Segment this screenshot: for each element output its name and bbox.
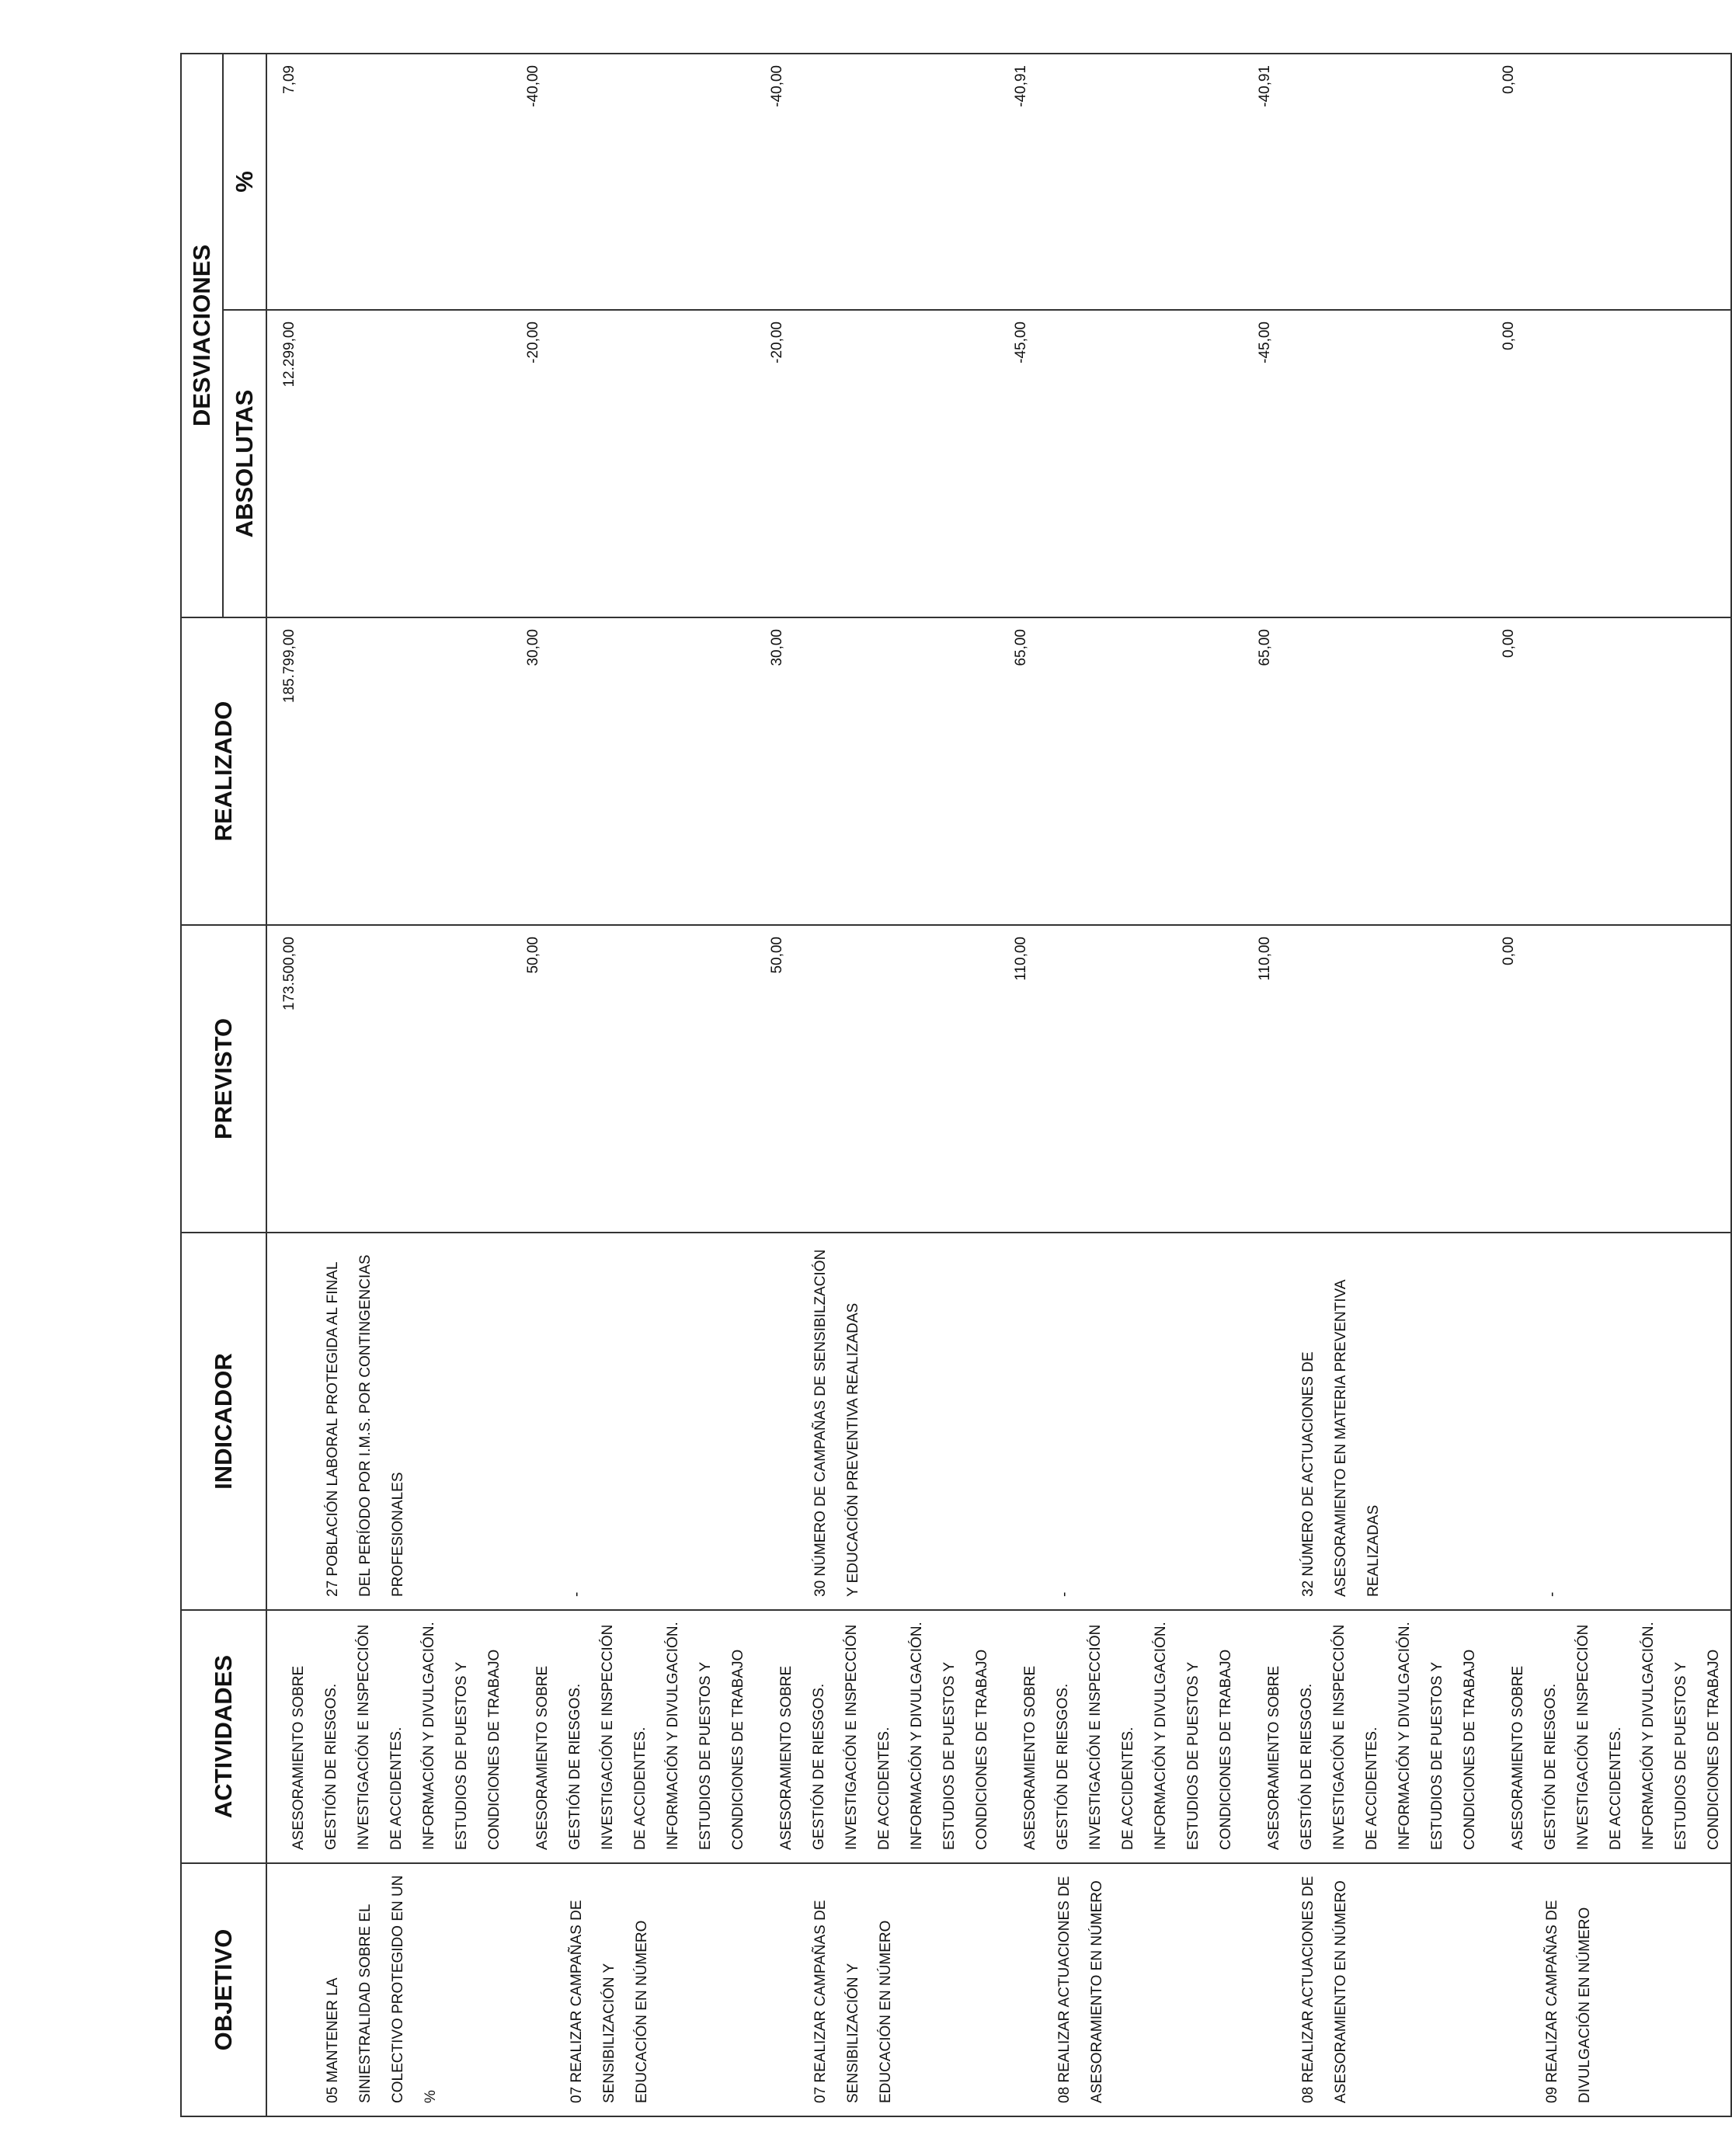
- indicador-cell: -: [999, 1233, 1243, 1610]
- objetivo-cell: 08 REALIZAR ACTUACIONES DE ASESORAMIENTO EN NÚMERO: [1243, 1863, 1487, 2116]
- indicador-cell: 27 POBLACIÓN LABORAL PROTEGIDA AL FINAL DEL PERÍODO POR I.M.S. POR CONTINGENCIAS PROFESIONALES: [266, 1233, 511, 1610]
- indicador-cell: -: [1487, 1233, 1731, 1610]
- realizado-cell: 185.799,00: [266, 617, 511, 925]
- indicador-cell: 30 NÚMERO DE CAMPAÑAS DE SENSIBILZACIÓN Y EDUCACIÓN PREVENTIVA REALIZADAS: [755, 1233, 999, 1610]
- indicador-cell: -: [511, 1233, 755, 1610]
- previsto-cell: 0,00: [1487, 925, 1731, 1233]
- objetivo-cell: 09 REALIZAR CAMPAÑAS DE DIVULGACIÓN EN NÚMERO: [1487, 1863, 1731, 2116]
- objetivo-cell: 08 REALIZAR ACTUACIONES DE ASESORAMIENTO EN NÚMERO: [999, 1863, 1243, 2116]
- actividades-cell: ASESORAMIENTO SOBRE GESTIÓN DE RIESGOS. INVESTIGACIÓN E INSPECCIÓN DE ACCIDENTES. INFORMACIÓN Y DIVULGACIÓN. ESTUDIOS DE PUESTOS Y CONDICIONES DE TRABAJO: [755, 1610, 999, 1863]
- header-absolutas: ABSOLUTAS: [223, 310, 266, 617]
- realizado-cell: 0,00: [1487, 617, 1731, 925]
- header-previsto: PREVISTO: [181, 925, 266, 1233]
- table-row: [755, 54, 999, 2116]
- header-porcentaje: %: [223, 54, 266, 310]
- porcentaje-cell: 0,00: [1487, 54, 1731, 310]
- previsto-cell: 110,00: [1243, 925, 1487, 1233]
- porcentaje-cell: -40,00: [511, 54, 755, 310]
- absolutas-cell: -20,00: [755, 310, 999, 617]
- header-desviaciones: DESVIACIONES: [181, 54, 223, 617]
- previsto-cell: 173.500,00: [266, 925, 511, 1233]
- table-row: [266, 54, 511, 2116]
- realizado-cell: 65,00: [1243, 617, 1487, 925]
- table-row: [999, 54, 1243, 2116]
- actividades-cell: ASESORAMIENTO SOBRE GESTIÓN DE RIESGOS. INVESTIGACIÓN E INSPECCIÓN DE ACCIDENTES. INFORMACIÓN Y DIVULGACIÓN. ESTUDIOS DE PUESTOS Y CONDICIONES DE TRABAJO: [1243, 1610, 1487, 1863]
- objetivo-cell: 07 REALIZAR CAMPAÑAS DE SENSIBILIZACIÓN Y EDUCACIÓN EN NÚMERO: [755, 1863, 999, 2116]
- previsto-cell: 110,00: [999, 925, 1243, 1233]
- table-row: [1243, 54, 1487, 2116]
- objetivo-cell: 07 REALIZAR CAMPAÑAS DE SENSIBILIZACIÓN Y EDUCACIÓN EN NÚMERO: [511, 1863, 755, 2116]
- header-indicador: INDICADOR: [181, 1233, 266, 1610]
- header-actividades: ACTIVIDADES: [181, 1610, 266, 1863]
- actividades-cell: ASESORAMIENTO SOBRE GESTIÓN DE RIESGOS. INVESTIGACIÓN E INSPECCIÓN DE ACCIDENTES. INFORMACIÓN Y DIVULGACIÓN. ESTUDIOS DE PUESTOS Y CONDICIONES DE TRABAJO: [266, 1610, 511, 1863]
- porcentaje-cell: -40,91: [999, 54, 1243, 310]
- indicador-cell: 32 NÚMERO DE ACTUACIONES DE ASESORAMIENTO EN MATERIA PREVENTIVA REALIZADAS: [1243, 1233, 1487, 1610]
- previsto-cell: 50,00: [755, 925, 999, 1233]
- porcentaje-cell: -40,00: [755, 54, 999, 310]
- absolutas-cell: 0,00: [1487, 310, 1731, 617]
- realizado-cell: 65,00: [999, 617, 1243, 925]
- absolutas-cell: -45,00: [999, 310, 1243, 617]
- table-row: [511, 54, 755, 2116]
- actividades-cell: ASESORAMIENTO SOBRE GESTIÓN DE RIESGOS. INVESTIGACIÓN E INSPECCIÓN DE ACCIDENTES. INFORMACIÓN Y DIVULGACIÓN. ESTUDIOS DE PUESTOS Y CONDICIONES DE TRABAJO: [1487, 1610, 1731, 1863]
- realizado-cell: 30,00: [511, 617, 755, 925]
- table-row: [1487, 54, 1731, 2116]
- objetivo-cell: 05 MANTENER LA SINIESTRALIDAD SOBRE EL COLECTIVO PROTEGIDO EN UN %: [266, 1863, 511, 2116]
- actividades-cell: ASESORAMIENTO SOBRE GESTIÓN DE RIESGOS. INVESTIGACIÓN E INSPECCIÓN DE ACCIDENTES. INFORMACIÓN Y DIVULGACIÓN. ESTUDIOS DE PUESTOS Y CONDICIONES DE TRABAJO: [511, 1610, 755, 1863]
- actividades-cell: ASESORAMIENTO SOBRE GESTIÓN DE RIESGOS. INVESTIGACIÓN E INSPECCIÓN DE ACCIDENTES. INFORMACIÓN Y DIVULGACIÓN. ESTUDIOS DE PUESTOS Y CONDICIONES DE TRABAJO: [999, 1610, 1243, 1863]
- absolutas-cell: 12.299,00: [266, 310, 511, 617]
- absolutas-cell: -45,00: [1243, 310, 1487, 617]
- porcentaje-cell: 7,09: [266, 54, 511, 310]
- absolutas-cell: -20,00: [511, 310, 755, 617]
- header-realizado: REALIZADO: [181, 617, 266, 925]
- porcentaje-cell: -40,91: [1243, 54, 1487, 310]
- report-table: [180, 53, 1732, 2117]
- header-objetivo: OBJETIVO: [181, 1863, 266, 2116]
- previsto-cell: 50,00: [511, 925, 755, 1233]
- realizado-cell: 30,00: [755, 617, 999, 925]
